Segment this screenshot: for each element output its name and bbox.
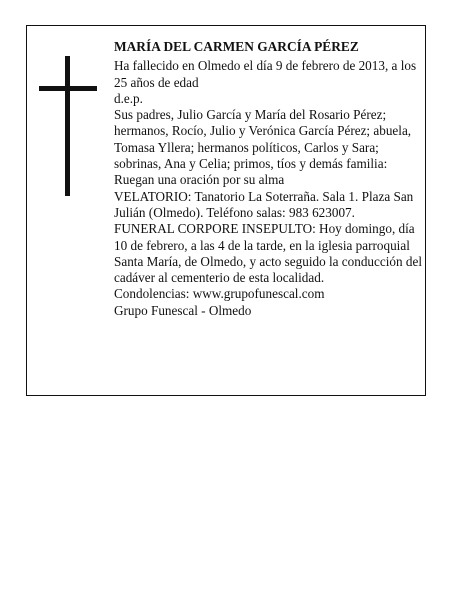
funeral-company: Grupo Funescal - Olmedo	[114, 302, 252, 318]
passing-details: Ha fallecido en Olmedo el día 9 de febrero de 2013, a los 25 años de edad	[114, 58, 417, 90]
obituary-notice	[26, 25, 426, 396]
prayer-request: Ruegan una oración por su alma	[114, 172, 285, 188]
condolences-website: Condolencias: www.grupofunescal.com	[114, 286, 325, 302]
cross-vertical-bar	[65, 56, 70, 196]
cross-horizontal-bar	[39, 86, 97, 91]
funeral-details: FUNERAL CORPORE INSEPULTO: Hoy domingo, día 10 de febrero, a las 4 de la tarde, en la iglesia parroquial Santa María, de Olmedo, y acto seguido la conducción del cadáver al cementerio de esta localidad.	[114, 221, 422, 286]
wake-details: VELATORIO: Tanatorio La Soterraña. Sala 1. Plaza San Julián (Olmedo). Teléfono salas: 983 623007.	[114, 188, 414, 220]
deceased-name: MARÍA DEL CARMEN GARCÍA PÉREZ	[114, 39, 359, 54]
obituary-text	[114, 39, 424, 319]
rest-in-peace: d.e.p.	[114, 90, 143, 106]
latin-cross-icon	[39, 56, 97, 196]
family-list: Sus padres, Julio García y María del Rosario Pérez; hermanos, Rocío, Julio y Verónica García Pérez; abuela, Tomasa Yllera; hermanos políticos, Carlos y Sara; sobrinas, Ana y Celia; primos, tíos y demás familia:	[114, 107, 412, 172]
